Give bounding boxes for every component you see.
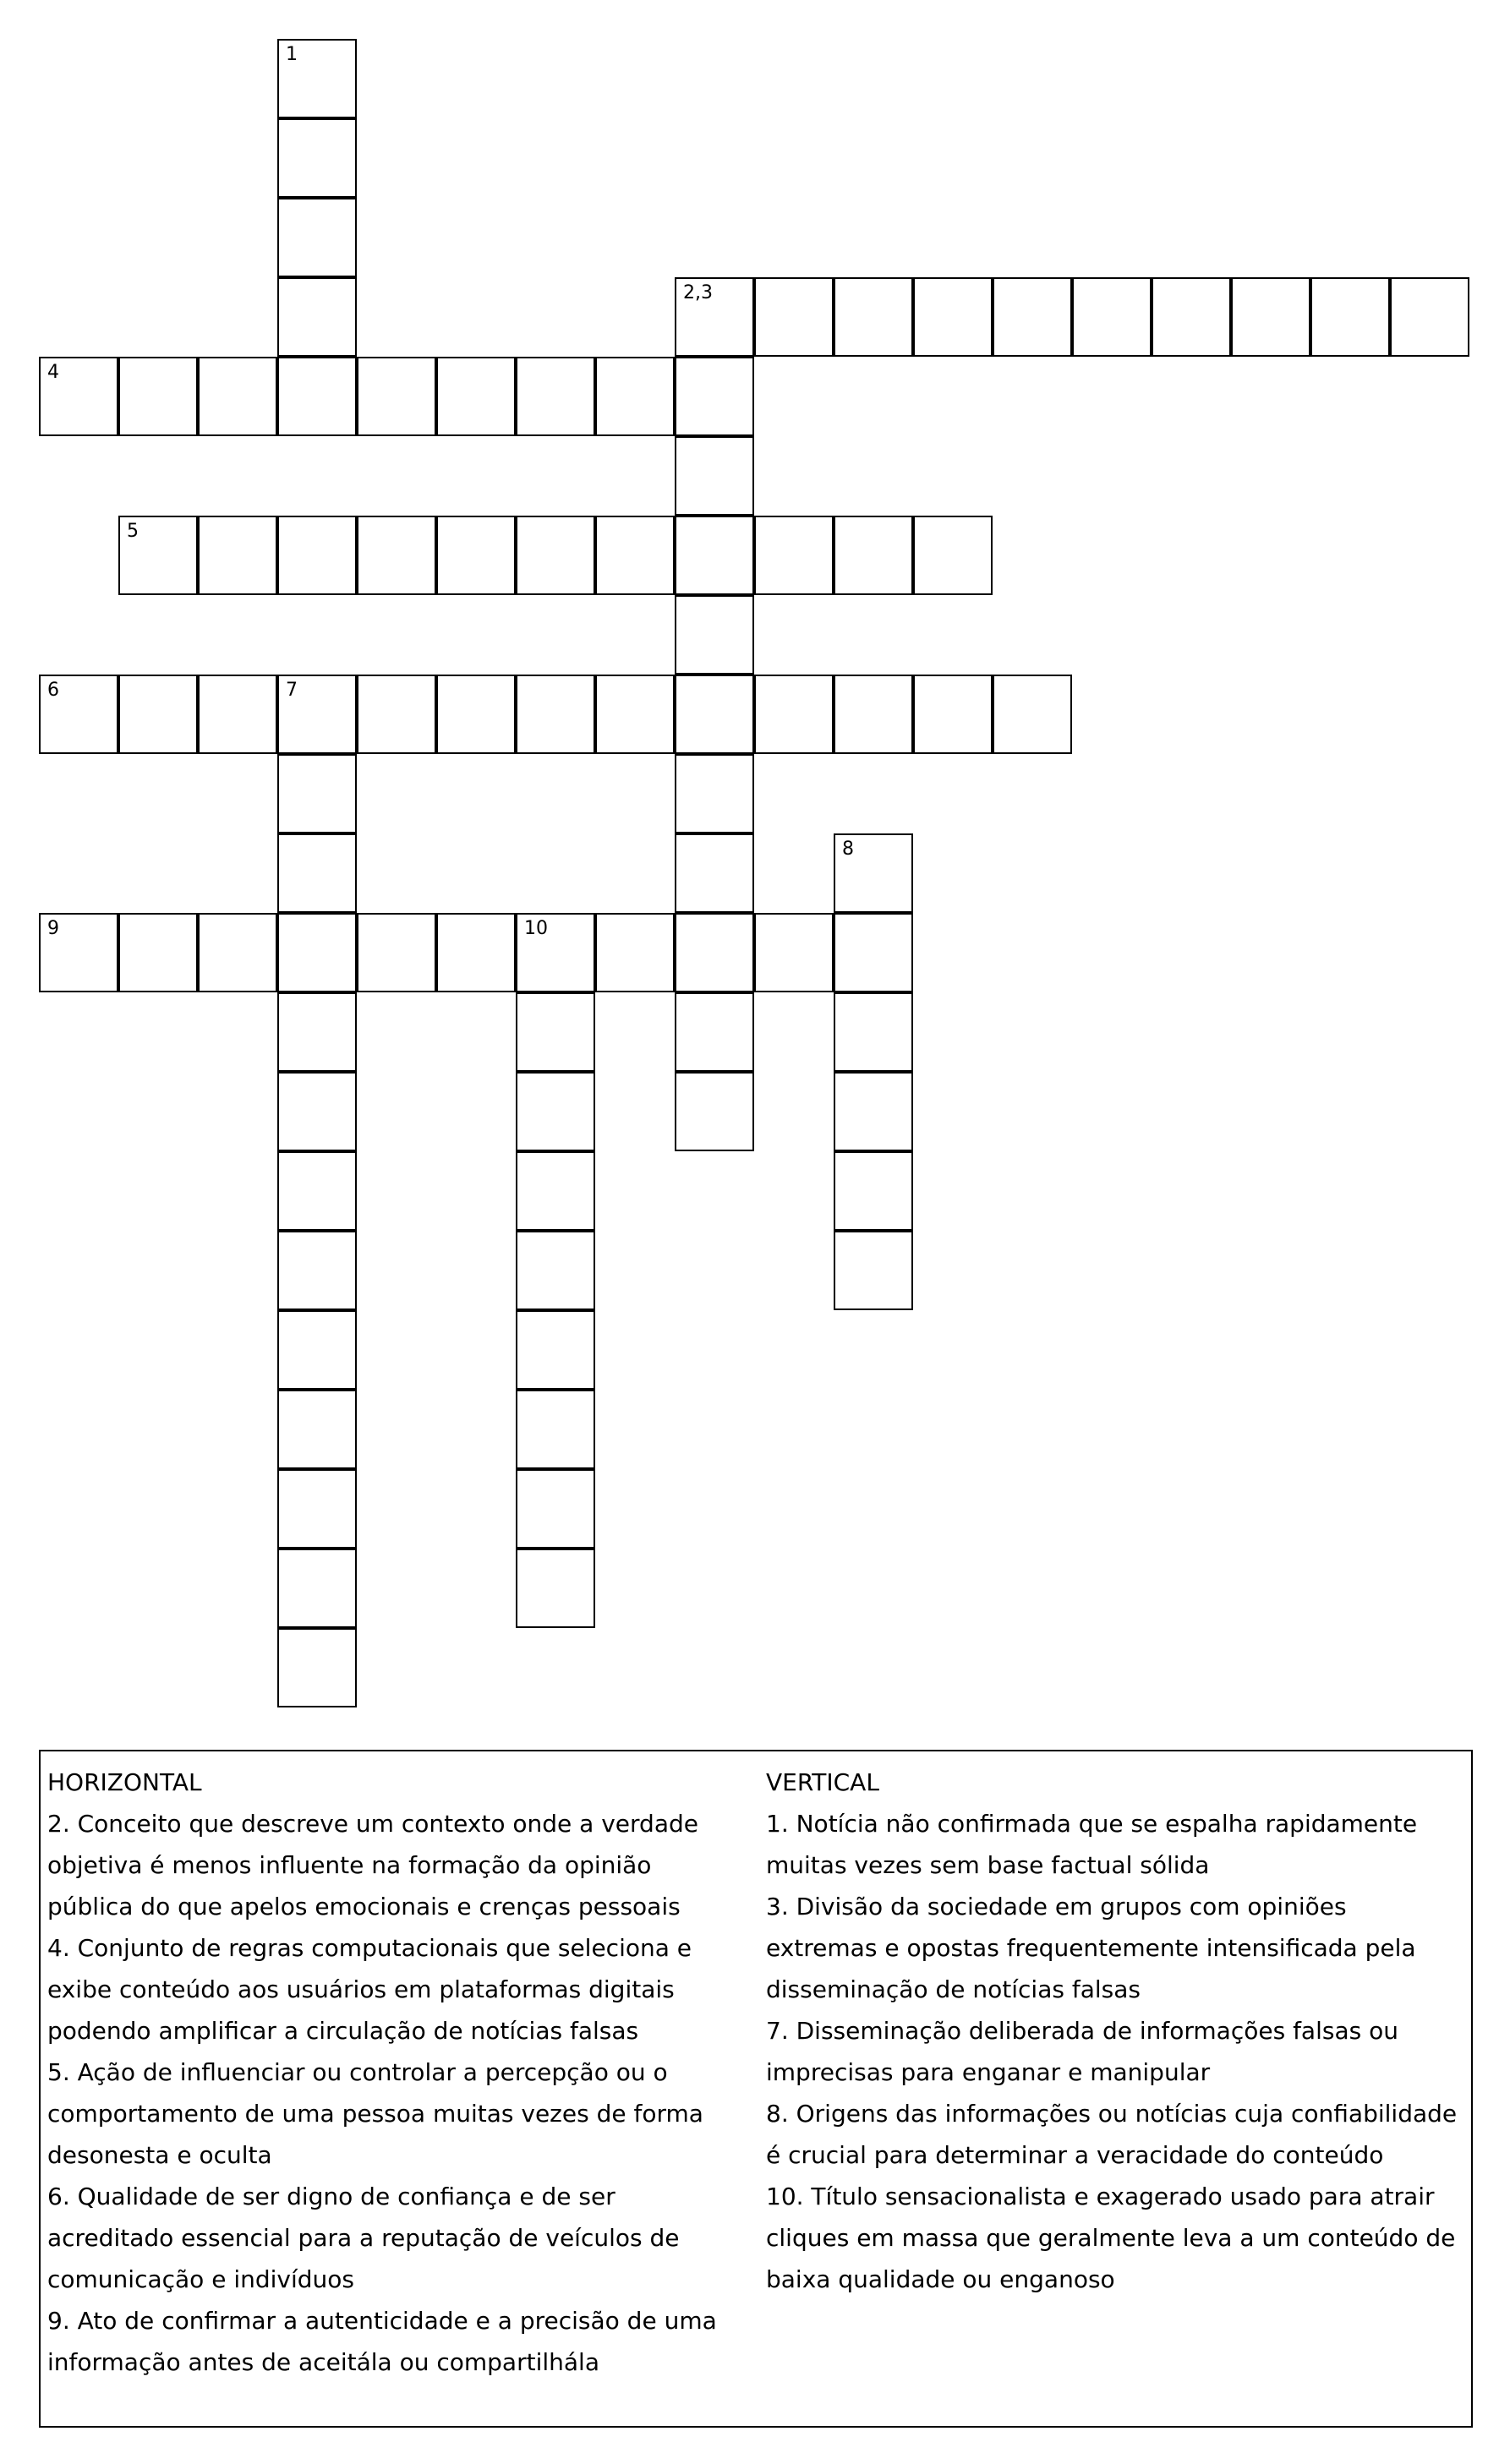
grid-cell[interactable] xyxy=(516,357,595,436)
clue-horizontal-5: 5. Ação de influenciar ou controlar a percepção ou o comportamento de uma pessoa muitas vezes de forma desonesta e oculta xyxy=(47,2058,703,2169)
grid-cell[interactable] xyxy=(595,675,675,754)
grid-cell[interactable] xyxy=(595,357,675,436)
clue-vertical-10: 10. Título sensacionalista e exagerado usado para atrair cliques em massa que geralmente leva a um conteúdo de baixa qualidade ou enganoso xyxy=(766,2183,1456,2293)
grid-cell[interactable] xyxy=(277,118,357,198)
grid-cell[interactable] xyxy=(39,357,118,436)
grid-cell[interactable] xyxy=(516,1151,595,1231)
vertical-clues xyxy=(766,1762,1463,2300)
grid-cell[interactable] xyxy=(516,1072,595,1151)
grid-cell[interactable] xyxy=(277,1231,357,1310)
grid-cell[interactable] xyxy=(516,1310,595,1390)
clue-vertical-1: 1. Notícia não confirmada que se espalha rapidamente muitas vezes sem base factual sólida xyxy=(766,1810,1418,1879)
grid-cell[interactable] xyxy=(516,516,595,595)
grid-cell[interactable] xyxy=(675,833,754,913)
grid-cell[interactable] xyxy=(436,913,516,992)
grid-cell[interactable] xyxy=(198,675,277,754)
clue-number: 6 xyxy=(47,680,59,701)
grid-cell[interactable] xyxy=(277,39,357,118)
clue-number: 9 xyxy=(47,918,59,939)
clue-horizontal-2: 2. Conceito que descreve um contexto onde a verdade objetiva é menos influente na formação da opinião pública do que apelos emocionais e crenças pessoais xyxy=(47,1810,698,1920)
grid-cell[interactable] xyxy=(1310,277,1390,357)
grid-cell[interactable] xyxy=(277,1310,357,1390)
clue-number: 5 xyxy=(127,521,139,542)
clue-number: 2,3 xyxy=(683,282,713,303)
grid-cell[interactable] xyxy=(675,277,754,357)
grid-cell[interactable] xyxy=(675,357,754,436)
grid-cell[interactable] xyxy=(834,277,913,357)
grid-cell[interactable] xyxy=(675,436,754,516)
grid-cell[interactable] xyxy=(834,913,913,992)
grid-cell[interactable] xyxy=(834,516,913,595)
grid-cell[interactable] xyxy=(277,913,357,992)
clues-box xyxy=(39,1750,1473,2428)
grid-cell[interactable] xyxy=(277,754,357,833)
grid-cell[interactable] xyxy=(277,1469,357,1549)
grid-cell[interactable] xyxy=(277,833,357,913)
grid-cell[interactable] xyxy=(754,277,834,357)
grid-cell[interactable] xyxy=(436,675,516,754)
grid-cell[interactable] xyxy=(834,1151,913,1231)
grid-cell[interactable] xyxy=(675,516,754,595)
grid-cell[interactable] xyxy=(516,675,595,754)
grid-cell[interactable] xyxy=(913,516,993,595)
grid-cell[interactable] xyxy=(436,357,516,436)
clue-horizontal-4: 4. Conjunto de regras computacionais que seleciona e exibe conteúdo aos usuários em plataformas digitais podendo amplificar a circulação de notícias falsas xyxy=(47,1934,692,2045)
clue-number: 10 xyxy=(524,918,548,939)
grid-cell[interactable] xyxy=(516,1390,595,1469)
clue-horizontal-9: 9. Ato de confirmar a autenticidade e a precisão de uma informação antes de aceitála ou compartilhála xyxy=(47,2307,717,2376)
grid-cell[interactable] xyxy=(357,357,436,436)
grid-cell[interactable] xyxy=(516,992,595,1072)
grid-cell[interactable] xyxy=(516,1549,595,1628)
clue-horizontal-6: 6. Qualidade de ser digno de confiança e de ser acreditado essencial para a reputação de veículos de comunicação e indivíduos xyxy=(47,2183,680,2293)
grid-cell[interactable] xyxy=(277,198,357,277)
clue-vertical-7: 7. Disseminação deliberada de informações falsas ou imprecisas para enganar e manipular xyxy=(766,2017,1398,2086)
grid-cell[interactable] xyxy=(516,913,595,992)
grid-cell[interactable] xyxy=(1231,277,1310,357)
grid-cell[interactable] xyxy=(357,675,436,754)
grid-cell[interactable] xyxy=(1390,277,1469,357)
clue-vertical-8: 8. Origens das informações ou notícias cuja confiabilidade é crucial para determinar a veracidade do conteúdo xyxy=(766,2100,1458,2169)
grid-cell[interactable] xyxy=(913,277,993,357)
grid-cell[interactable] xyxy=(118,675,198,754)
grid-cell[interactable] xyxy=(277,516,357,595)
grid-cell[interactable] xyxy=(436,516,516,595)
grid-cell[interactable] xyxy=(834,833,913,913)
grid-cell[interactable] xyxy=(118,516,198,595)
grid-cell[interactable] xyxy=(675,754,754,833)
grid-cell[interactable] xyxy=(198,913,277,992)
horizontal-title: HORIZONTAL xyxy=(47,1768,202,1796)
grid-cell[interactable] xyxy=(277,992,357,1072)
grid-cell[interactable] xyxy=(516,1231,595,1310)
grid-cell[interactable] xyxy=(277,357,357,436)
grid-cell[interactable] xyxy=(39,675,118,754)
grid-cell[interactable] xyxy=(754,516,834,595)
grid-cell[interactable] xyxy=(277,1151,357,1231)
grid-cell[interactable] xyxy=(277,675,357,754)
grid-cell[interactable] xyxy=(277,1628,357,1707)
grid-cell[interactable] xyxy=(357,516,436,595)
clue-number: 7 xyxy=(286,680,298,701)
grid-cell[interactable] xyxy=(118,357,198,436)
grid-cell[interactable] xyxy=(1152,277,1231,357)
grid-cell[interactable] xyxy=(357,913,436,992)
clue-number: 1 xyxy=(286,44,298,65)
grid-cell[interactable] xyxy=(675,1072,754,1151)
grid-cell[interactable] xyxy=(913,675,993,754)
grid-cell[interactable] xyxy=(277,1549,357,1628)
clue-number: 8 xyxy=(842,839,854,860)
grid-cell[interactable] xyxy=(754,675,834,754)
grid-cell[interactable] xyxy=(834,1072,913,1151)
grid-cell[interactable] xyxy=(198,516,277,595)
grid-cell[interactable] xyxy=(675,595,754,675)
grid-cell[interactable] xyxy=(675,992,754,1072)
grid-cell[interactable] xyxy=(277,277,357,357)
grid-cell[interactable] xyxy=(198,357,277,436)
grid-cell[interactable] xyxy=(834,675,913,754)
grid-cell[interactable] xyxy=(595,913,675,992)
grid-cell[interactable] xyxy=(118,913,198,992)
grid-cell[interactable] xyxy=(595,516,675,595)
grid-cell[interactable] xyxy=(754,913,834,992)
grid-cell[interactable] xyxy=(1072,277,1152,357)
clue-number: 4 xyxy=(47,362,59,383)
grid-cell[interactable] xyxy=(516,1469,595,1549)
clue-vertical-3: 3. Divisão da sociedade em grupos com opiniões extremas e opostas frequentemente intensificada pela disseminação de notícias falsas xyxy=(766,1893,1416,2003)
grid-cell[interactable] xyxy=(993,277,1072,357)
grid-cell[interactable] xyxy=(39,913,118,992)
vertical-title: VERTICAL xyxy=(766,1768,879,1796)
horizontal-clues xyxy=(47,1762,741,2383)
grid-cell[interactable] xyxy=(834,992,913,1072)
grid-cell[interactable] xyxy=(993,675,1072,754)
grid-cell[interactable] xyxy=(675,913,754,992)
grid-cell[interactable] xyxy=(277,1072,357,1151)
grid-cell[interactable] xyxy=(834,1231,913,1310)
grid-cell[interactable] xyxy=(277,1390,357,1469)
grid-cell[interactable] xyxy=(675,675,754,754)
